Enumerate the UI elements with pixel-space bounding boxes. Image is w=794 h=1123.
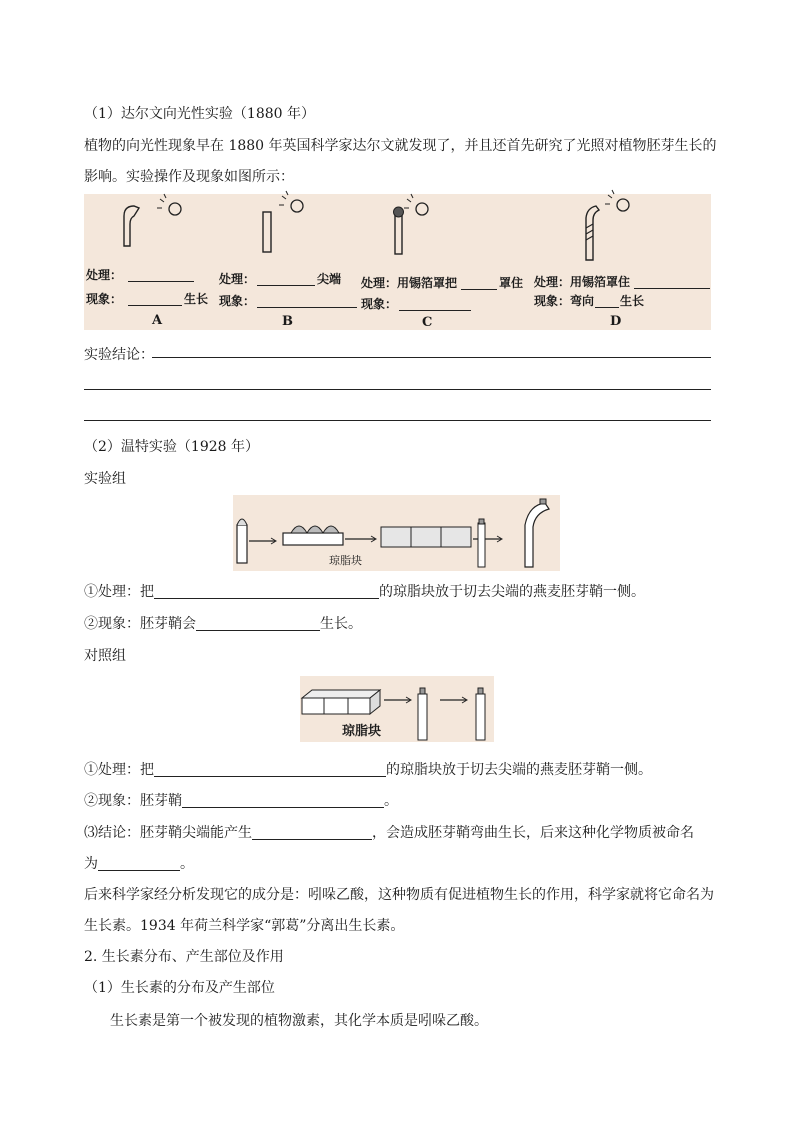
ctrl-process-line [84, 759, 652, 779]
lamp-icon [169, 203, 181, 215]
darwin-paragraph-line2: 影响。实验操作及现象如图所示： [84, 169, 294, 185]
conclusion-blank-3[interactable] [84, 420, 711, 421]
c-process-suffix: 罩住 [499, 276, 524, 290]
b-label: B [282, 314, 293, 329]
exp-process-prefix: ①处理：把 [84, 584, 154, 600]
substance-blank[interactable] [252, 825, 372, 840]
later-paragraph-line1: 后来科学家经分析发现它的成分是：吲哚乙酸，这种物质有促进植物生长的作用，科学家就将它命名为 [84, 887, 714, 903]
ctrl-process-suffix: 的琼脂块放于切去尖端的燕麦胚芽鞘一侧。 [386, 762, 652, 778]
ctrl-phenomenon-prefix: ②现象：胚芽鞘 [84, 793, 182, 809]
ctrl-phenomenon-line [84, 790, 398, 810]
a-phenomenon-suffix: 生长 [184, 292, 209, 306]
b-process-label: 处理： [219, 272, 256, 286]
a-phenomenon-blank[interactable] [128, 305, 182, 306]
d-phenomenon-suffix: 生长 [620, 294, 645, 308]
a-process-label: 处理： [86, 268, 123, 282]
b-phenomenon-blank[interactable] [257, 307, 357, 308]
went-conclusion-suffix: ，会造成胚芽鞘弯曲生长，后来这种化学物质被命名 [372, 825, 694, 841]
coleoptile-a [124, 206, 139, 246]
coleoptile-c [395, 214, 402, 254]
darwin-paragraph-line1: 植物的向光性现象早在 1880 年英国科学家达尔文就发现了，并且还首先研究了光照对植物胚芽生长的 [84, 138, 717, 154]
control-figure-drawing [300, 676, 494, 742]
ctrl-process-blank[interactable] [154, 762, 386, 777]
c-process-label: 处理：用锡箔罩把 [361, 276, 458, 290]
c-phenomenon-label: 现象： [361, 297, 398, 311]
c-process-blank[interactable] [461, 289, 497, 290]
control-group-label: 对照组 [84, 648, 126, 664]
went-conclusion-prefix: ⑶结论：胚芽鞘尖端能产生 [84, 825, 252, 841]
exp-phenomenon-suffix: 生长。 [320, 616, 362, 632]
lamp-icon [291, 200, 303, 212]
d-phenomenon-blank[interactable] [595, 307, 619, 308]
exp-process-suffix: 的琼脂块放于切去尖端的燕麦胚芽鞘一侧。 [379, 584, 645, 600]
c-label: C [422, 315, 433, 330]
substance-name-blank[interactable] [98, 856, 180, 871]
d-label: D [610, 314, 622, 329]
control-figure [300, 676, 494, 742]
ctrl-phenomenon-suffix: 。 [384, 793, 398, 809]
auxin-subheading: （1）生长素的分布及产生部位 [84, 980, 275, 996]
ctrl-phenomenon-blank[interactable] [182, 793, 384, 808]
later-paragraph-line2: 生长素。1934 年荷兰科学家“郭葛”分离出生长素。 [84, 918, 405, 934]
c-phenomenon-blank[interactable] [399, 310, 471, 311]
b-process-blank[interactable] [257, 285, 315, 286]
named-as-suffix: 。 [180, 856, 194, 872]
experimental-group-label: 实验组 [84, 471, 126, 487]
darwin-heading: （1）达尔文向光性实验（1880 年） [84, 106, 315, 122]
auxin-description: 生长素是第一个被发现的植物激素，其化学本质是吲哚乙酸。 [110, 1013, 488, 1029]
ctrl-process-prefix: ①处理：把 [84, 762, 154, 778]
exp-phenomenon-blank[interactable] [196, 616, 320, 631]
darwin-experiment-figure [84, 194, 711, 330]
b-phenomenon-label: 现象： [219, 294, 256, 308]
b-process-suffix: 尖端 [317, 272, 342, 286]
lamp-icon [416, 203, 428, 215]
exp-process-line [84, 581, 645, 601]
a-process-blank[interactable] [128, 281, 194, 282]
named-as-line [84, 853, 194, 873]
control-agar-label: 琼脂块 [342, 724, 382, 739]
exp-phenomenon-prefix: ②现象：胚芽鞘会 [84, 616, 196, 632]
conclusion-label: 实验结论： [84, 347, 154, 363]
went-figure-drawing [233, 495, 560, 571]
auxin-section-heading: 2. 生长素分布、产生部位及作用 [84, 949, 284, 965]
went-heading: （2）温特实验（1928 年） [84, 439, 259, 455]
exp-process-blank[interactable] [154, 584, 379, 599]
lamp-icon [617, 199, 629, 211]
agar-block-label: 琼脂块 [329, 554, 362, 567]
exp-phenomenon-line [84, 613, 362, 633]
foil-cap [394, 207, 404, 217]
went-conclusion-line [84, 822, 694, 842]
a-phenomenon-label: 现象： [86, 292, 123, 306]
d-phenomenon-label: 现象：弯向 [534, 294, 595, 308]
d-process-blank[interactable] [634, 288, 710, 289]
conclusion-blank-1[interactable] [152, 357, 711, 358]
coleoptile-b [263, 212, 271, 252]
darwin-figure-drawing [84, 194, 711, 330]
conclusion-blank-2[interactable] [84, 389, 711, 390]
went-experiment-figure [233, 495, 560, 571]
a-label: A [152, 313, 163, 328]
named-as-prefix: 为 [84, 856, 98, 872]
d-process-label: 处理：用锡箔罩住 [534, 275, 631, 289]
